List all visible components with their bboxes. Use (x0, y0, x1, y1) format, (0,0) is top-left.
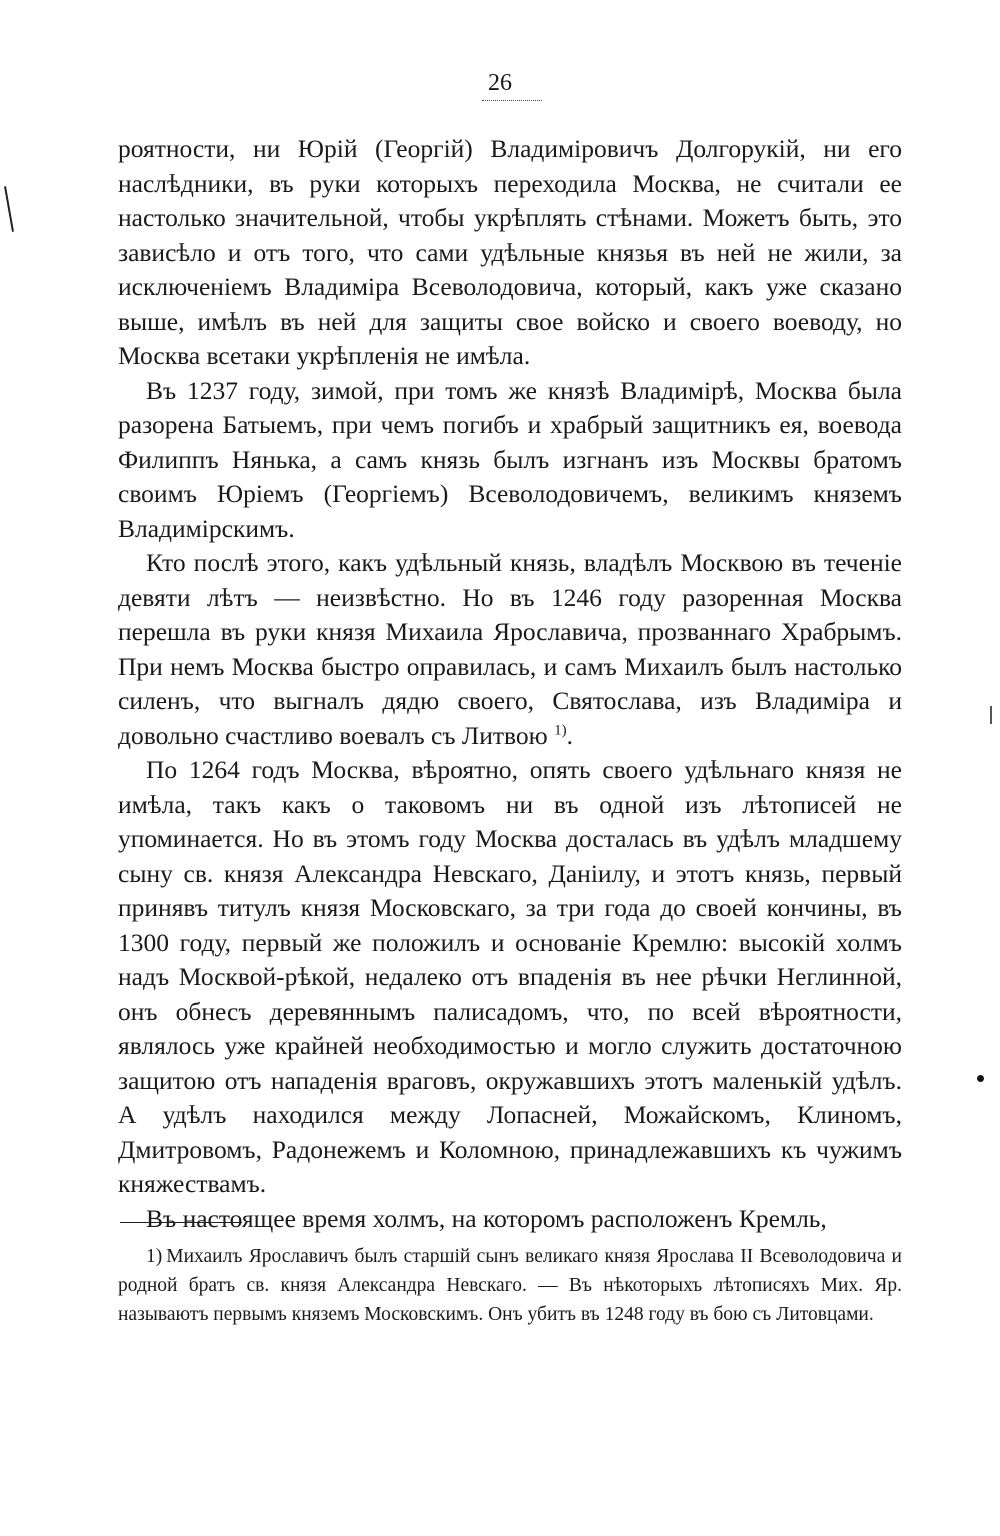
main-text (118, 132, 902, 1236)
paragraph-5: Въ настоящее время холмъ, на которомъ расположенъ Кремль, (146, 1203, 827, 1233)
footnote-1-text: Михаилъ Ярославичъ былъ старшій сынъ великаго князя Ярослава II Всеволодовича и родной братъ св. князя Александра Невскаго. — Въ нѣкоторыхъ лѣтописяхъ Мих. Яр. называютъ первымъ княземъ Московскимъ. Онъ убитъ въ 1248 году въ бою съ Литовцами. (118, 1246, 902, 1325)
footnote-reference-1[interactable]: 1) (554, 722, 567, 738)
footnote-1 (118, 1242, 902, 1329)
footnotes (118, 1242, 902, 1329)
paragraph-4: По 1264 годъ Москва, вѣроятно, опять своего удѣльнаго князя не имѣла, такъ какъ о таковомъ ни въ одной изъ лѣтописей не упоминается. Но въ этомъ году Москва досталась въ удѣлъ младшему сыну св. князя Александра Невскаго, Даніилу, и этотъ князь, первый принявъ титулъ князя Московскаго, за три года до своей кончины, въ 1300 году, первый же положилъ и основаніе Кремлю: высокій холмъ надъ Москвой-рѣкой, недалеко отъ впаденія въ нее рѣчки Неглинной, онъ обнесъ деревяннымъ палисадомъ, что, по всей вѣроятности, являлось уже крайней необходимостью и могло служить достаточною защитою отъ нападенія враговъ, окружавшихъ этотъ маленькій удѣлъ. А удѣлъ находился между Лопасней, Можайскомъ, Клиномъ, Дмитровомъ, Радонежемъ и Коломною, принадлежавшихъ къ чужимъ княжествамъ. (118, 755, 902, 1198)
footnote-separator (120, 1222, 242, 1223)
paragraph-3 (118, 546, 902, 753)
paragraph-3-tail: . (566, 720, 573, 750)
paragraph-3-text: Кто послѣ этого, какъ удѣльный князь, владѣлъ Москвою въ теченіе девяти лѣтъ — неизвѣстно. Но въ 1246 году разоренная Москва перешла въ руки князя Михаила Ярославича, прозваннаго Храбрымъ. При немъ Москва быстро оправилась, и самъ Михаилъ былъ настолько силенъ, что выгналъ дядю своего, Святослава, изъ Владиміра и довольно счастливо воевалъ съ Литвою (118, 548, 902, 750)
scan-mark-dot (977, 1075, 984, 1082)
page-number: 26 (488, 70, 512, 96)
page-number-underline (482, 100, 542, 101)
footnote-1-marker: 1) (146, 1246, 163, 1267)
paragraph-1: роятности, ни Юрій (Георгій) Владиміровичъ Долгорукій, ни его наслѣдники, въ руки которыхъ переходила Москва, не считали ее настолько значительной, чтобы укрѣплять стѣнами. Можетъ быть, это зависѣло и отъ того, что сами удѣльные князья въ ней не жили, за исключеніемъ Владиміра Всеволодовича, который, какъ уже сказано выше, имѣлъ въ ней для защиты свое войско и своего воеводу, но Москва всетаки укрѣпленія не имѣла. (118, 134, 902, 370)
scan-mark-tick (990, 706, 992, 724)
scan-mark-slash (4, 186, 14, 232)
paragraph-2: Въ 1237 году, зимой, при томъ же князѣ Владимірѣ, Москва была разорена Батыемъ, при чемъ погибъ и храбрый защитникъ ея, воевода Филиппъ Нянька, а самъ князь былъ изгнанъ изъ Москвы братомъ своимъ Юріемъ (Георгіемъ) Всеволодовичемъ, великимъ княземъ Владимірскимъ. (118, 375, 902, 543)
